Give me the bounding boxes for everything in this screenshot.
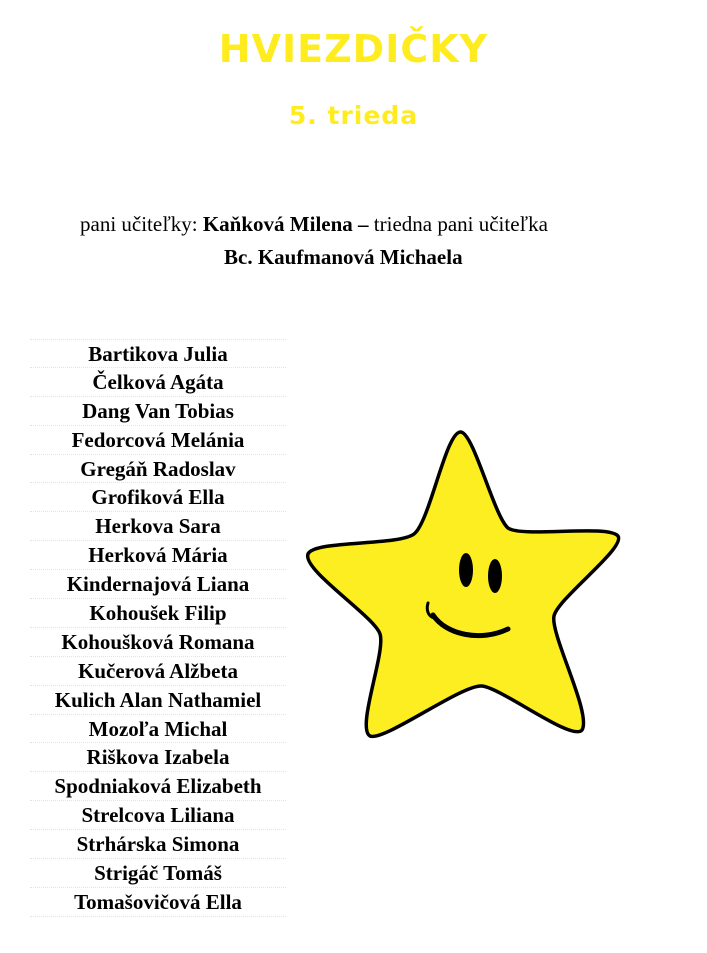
list-item: Strelcova Liliana — [30, 801, 286, 830]
list-item: Grofiková Ella — [30, 483, 286, 512]
left-eye — [459, 553, 473, 587]
smiling-star-icon — [296, 420, 641, 765]
teachers-prefix: pani učiteľky: — [80, 212, 203, 236]
list-item: Herková Mária — [30, 541, 286, 570]
list-item: Tomašovičová Ella — [30, 888, 286, 917]
list-item: Strigáč Tomáš — [30, 859, 286, 888]
list-item: Bartikova Julia — [30, 339, 286, 368]
list-item: Dang Van Tobias — [30, 397, 286, 426]
main-teacher-name: Kaňková Milena — [202, 212, 353, 236]
class-name: 5. trieda — [288, 101, 419, 130]
list-item: Spodniaková Elizabeth — [30, 772, 286, 801]
student-list — [30, 339, 286, 917]
teachers-line — [80, 209, 548, 239]
list-item: Kohoušek Filip — [30, 599, 286, 628]
main-teacher-role: triedna pani učiteľka — [373, 212, 548, 236]
list-item: Kindernajová Liana — [30, 570, 286, 599]
list-item: Mozoľa Michal — [30, 715, 286, 744]
list-item: Strhárska Simona — [30, 830, 286, 859]
list-item: Čelková Agáta — [30, 368, 286, 397]
list-item: Kulich Alan Nathamiel — [30, 686, 286, 715]
teacher-dash: – — [352, 212, 374, 236]
list-item: Herkova Sara — [30, 512, 286, 541]
page-title: HVIEZDIČKY — [218, 27, 489, 71]
list-item: Riškova Izabela — [30, 743, 286, 772]
right-eye — [488, 559, 502, 593]
list-item: Kučerová Alžbeta — [30, 657, 286, 686]
list-item: Gregáň Radoslav — [30, 455, 286, 484]
list-item: Fedorcová Melánia — [30, 426, 286, 455]
assistant-teacher-name: Bc. Kaufmanová Michaela — [224, 245, 463, 269]
list-item: Kohoušková Romana — [30, 628, 286, 657]
